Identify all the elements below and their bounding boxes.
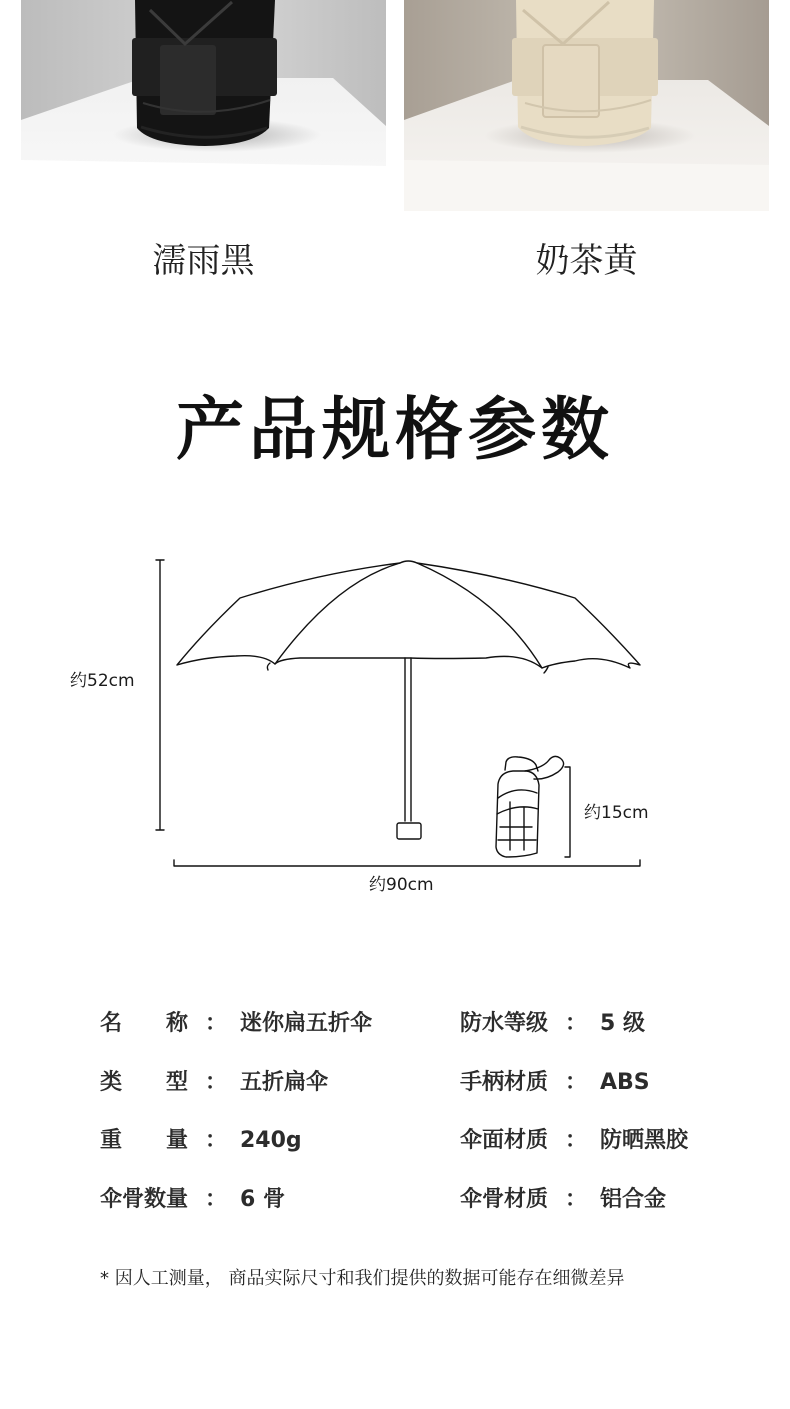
spec-key-name: 名 称 [100, 1011, 189, 1036]
height-dimension-line [156, 560, 164, 830]
spec-row-weight [100, 1121, 430, 1161]
spec-colon-handle-material: ： [565, 1070, 588, 1095]
folded-size-label: 约15cm [584, 803, 649, 823]
spec-colon-type: ： [205, 1070, 228, 1095]
spec-colon-rib-count: ： [205, 1187, 228, 1212]
spec-colon-weight: ： [205, 1128, 228, 1153]
spec-row-handle-material [460, 1063, 750, 1103]
umbrella-size-diagram [0, 540, 790, 910]
umbrella-handle [397, 823, 421, 839]
measurement-note: * 因人工测量， 商品实际尺寸和我们提供的数据可能存在细微差异 [100, 1268, 625, 1289]
open-umbrella-outline [177, 561, 640, 668]
spec-row-rib-count [100, 1180, 430, 1220]
spec-value-rib-material: 铝合金 [600, 1187, 667, 1212]
spec-value-waterproof: 5 级 [600, 1011, 645, 1036]
spec-key-waterproof: 防水等级 [460, 1011, 549, 1036]
folded-height-dimension-line [565, 767, 570, 857]
spec-colon-waterproof: ： [565, 1011, 588, 1036]
spec-value-canopy-material: 防晒黑胶 [600, 1128, 689, 1153]
spec-key-handle-material: 手柄材质 [460, 1070, 549, 1095]
spec-row-type [100, 1063, 430, 1103]
spec-key-rib-material: 伞骨材质 [460, 1187, 549, 1212]
width-dimension-label: 约90cm [369, 875, 434, 895]
spec-key-rib-count: 伞骨数量 [100, 1187, 189, 1212]
black-umbrella-photo [21, 0, 386, 211]
spec-value-handle-material: ABS [600, 1070, 650, 1095]
spec-colon-rib-material: ： [565, 1187, 588, 1212]
color-option-milk-tea-label: 奶茶黄 [535, 241, 638, 281]
spec-key-canopy-material: 伞面材质 [460, 1128, 549, 1153]
folded-umbrella-outline [496, 771, 539, 857]
spec-colon-name: ： [205, 1011, 228, 1036]
color-option-black-label: 濡雨黑 [152, 241, 255, 281]
spec-colon-canopy-material: ： [565, 1128, 588, 1153]
spec-key-type: 类 型 [100, 1070, 189, 1095]
milk-tea-umbrella-photo [404, 0, 769, 211]
spec-key-weight: 重 量 [100, 1128, 189, 1153]
section-title: 产品规格参数 [175, 391, 614, 470]
spec-row-canopy-material [460, 1121, 750, 1161]
spec-row-waterproof [460, 1004, 750, 1044]
spec-value-name: 迷你扁五折伞 [240, 1011, 373, 1036]
spec-row-rib-material [460, 1180, 750, 1220]
spec-value-weight: 240g [240, 1128, 302, 1153]
spec-value-type: 五折扁伞 [240, 1070, 329, 1095]
width-dimension-line [174, 860, 640, 866]
umbrella-shaft [405, 658, 411, 821]
spec-value-rib-count: 6 骨 [240, 1187, 285, 1212]
height-dimension-label: 约52cm [70, 671, 135, 691]
spec-row-name [100, 1004, 430, 1044]
